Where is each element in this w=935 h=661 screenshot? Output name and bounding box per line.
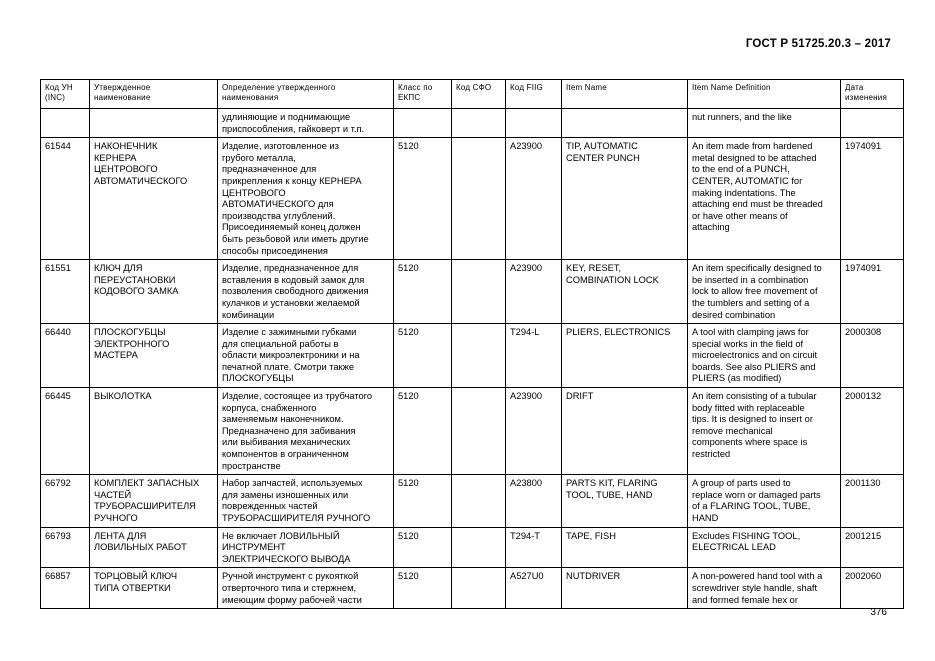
cell-change-date: 2000132 <box>841 388 904 475</box>
cell-item-name: TAPE, FISH <box>562 527 688 568</box>
cell-fiig-code: A23900 <box>506 260 562 324</box>
column-header: Код СФО <box>452 80 506 109</box>
cell-item-name: KEY, RESET, COMBINATION LOCK <box>562 260 688 324</box>
table-row <box>41 475 904 527</box>
cell-item-name: NUTDRIVER <box>562 568 688 609</box>
table-row <box>41 260 904 324</box>
cell-item-name-definition: Excludes FISHING TOOL, ELECTRICAL LEAD <box>688 527 841 568</box>
column-header: Утвержденное наименование <box>90 80 218 109</box>
cell-inc-code: 66445 <box>41 388 90 475</box>
cell-item-name: DRIFT <box>562 388 688 475</box>
cell-ekps-class: 5120 <box>394 324 452 388</box>
cell-ekps-class: 5120 <box>394 475 452 527</box>
cell-sfo-code <box>452 109 506 138</box>
cell-sfo-code <box>452 324 506 388</box>
cell-item-name-definition: A group of parts used to replace worn or damaged parts of a FLARING TOOL, TUBE, HAND <box>688 475 841 527</box>
cell-approved-name: ВЫКОЛОТКА <box>90 388 218 475</box>
cell-approved-name: КОМПЛЕКТ ЗАПАСНЫХ ЧАСТЕЙ ТРУБОРАСШИРИТЕЛЯ РУЧНОГО <box>90 475 218 527</box>
cell-ekps-class: 5120 <box>394 527 452 568</box>
column-header: Item Name <box>562 80 688 109</box>
page-number: 376 <box>870 607 887 618</box>
cell-fiig-code: T294-L <box>506 324 562 388</box>
cell-fiig-code: T294-T <box>506 527 562 568</box>
cell-name-definition: Не включает ЛОВИЛЬНЫЙ ИНСТРУМЕНТ ЭЛЕКТРИЧЕСКОГО ВЫВОДА <box>218 527 394 568</box>
cell-change-date: 2001130 <box>841 475 904 527</box>
column-header: Item Name Definition <box>688 80 841 109</box>
table-row <box>41 109 904 138</box>
table-row <box>41 138 904 260</box>
cell-inc-code: 66440 <box>41 324 90 388</box>
cell-change-date: 1974091 <box>841 138 904 260</box>
cell-approved-name: ПЛОСКОГУБЦЫ ЭЛЕКТРОННОГО МАСТЕРА <box>90 324 218 388</box>
cell-inc-code: 66857 <box>41 568 90 609</box>
cell-change-date: 2000308 <box>841 324 904 388</box>
cell-sfo-code <box>452 527 506 568</box>
column-header: Определение утвержденного наименования <box>218 80 394 109</box>
cell-inc-code: 61551 <box>41 260 90 324</box>
cell-item-name: TIP, AUTOMATIC CENTER PUNCH <box>562 138 688 260</box>
cell-name-definition: Набор запчастей, используемых для замены изношенных или поврежденных частей ТРУБОРАСШИРИТЕЛЯ РУЧНОГО <box>218 475 394 527</box>
cell-sfo-code <box>452 260 506 324</box>
cell-item-name-definition: An item made from hardened metal designed to be attached to the end of a PUNCH, CENTER, AUTOMATIC for making indentations. The attaching end must be threaded or have other means of attaching <box>688 138 841 260</box>
cell-fiig-code: A23900 <box>506 138 562 260</box>
cell-change-date: 2001215 <box>841 527 904 568</box>
cell-inc-code <box>41 109 90 138</box>
cell-name-definition: Изделие с зажимными губками для специальной работы в области микроэлектроники и на печатной плате. Смотри также ПЛОСКОГУБЦЫ <box>218 324 394 388</box>
cell-inc-code: 61544 <box>41 138 90 260</box>
column-header: Дата изменения <box>841 80 904 109</box>
cell-approved-name: КЛЮЧ ДЛЯ ПЕРЕУСТАНОВКИ КОДОВОГО ЗАМКА <box>90 260 218 324</box>
table-header-row <box>41 80 904 109</box>
cell-name-definition: Изделие, состоящее из трубчатого корпуса, снабженного заменяемым наконечником. Предназначено для забивания или выбивания механических компонентов в ограниченном пространстве <box>218 388 394 475</box>
cell-item-name-definition: nut runners, and the like <box>688 109 841 138</box>
cell-item-name-definition: A non-powered hand tool with a screwdriver style handle, shaft and formed female hex or <box>688 568 841 609</box>
cell-sfo-code <box>452 138 506 260</box>
cell-item-name-definition: An item consisting of a tubular body fitted with replaceable tips. It is designed to insert or remove mechanical components where space is restricted <box>688 388 841 475</box>
cell-ekps-class <box>394 109 452 138</box>
cell-fiig-code: A527U0 <box>506 568 562 609</box>
table-row <box>41 527 904 568</box>
cell-sfo-code <box>452 475 506 527</box>
cell-ekps-class: 5120 <box>394 138 452 260</box>
document-standard-header: ГОСТ Р 51725.20.3 – 2017 <box>745 38 891 50</box>
cell-fiig-code: A23900 <box>506 388 562 475</box>
column-header: Код FIIG <box>506 80 562 109</box>
cell-change-date: 1974091 <box>841 260 904 324</box>
classification-table <box>40 79 904 609</box>
cell-inc-code: 66792 <box>41 475 90 527</box>
cell-change-date <box>841 109 904 138</box>
table-row <box>41 324 904 388</box>
cell-name-definition: Изделие, предназначенное для вставления в кодовый замок для позволения свободного движения кулачков и установки желаемой комбинации <box>218 260 394 324</box>
cell-approved-name: ЛЕНТА ДЛЯ ЛОВИЛЬНЫХ РАБОТ <box>90 527 218 568</box>
cell-approved-name: ТОРЦОВЫЙ КЛЮЧ ТИПА ОТВЕРТКИ <box>90 568 218 609</box>
cell-ekps-class: 5120 <box>394 388 452 475</box>
cell-inc-code: 66793 <box>41 527 90 568</box>
column-header: Класс по ЕКПС <box>394 80 452 109</box>
table-body <box>41 109 904 609</box>
cell-item-name: PARTS KIT, FLARING TOOL, TUBE, HAND <box>562 475 688 527</box>
cell-fiig-code <box>506 109 562 138</box>
cell-sfo-code <box>452 388 506 475</box>
cell-name-definition: Ручной инструмент с рукояткой отверточного типа и стержнем, имеющим форму рабочей части <box>218 568 394 609</box>
cell-name-definition: Изделие, изготовленное из грубого металла, предназначенное для прикрепления к концу КЕРНЕРА ЦЕНТРОВОГО АВТОМАТИЧЕСКОГО для производства углублений. Присоединяемый конец должен быть резьбовой или иметь другие способы присоединения <box>218 138 394 260</box>
cell-item-name-definition: A tool with clamping jaws for special works in the field of microelectronics and on circuit boards. See also PLIERS and PLIERS (as modified) <box>688 324 841 388</box>
cell-ekps-class: 5120 <box>394 568 452 609</box>
cell-approved-name <box>90 109 218 138</box>
cell-change-date: 2002060 <box>841 568 904 609</box>
table-row <box>41 568 904 609</box>
cell-ekps-class: 5120 <box>394 260 452 324</box>
cell-item-name <box>562 109 688 138</box>
cell-item-name-definition: An item specifically designed to be inserted in a combination lock to allow free movement of the tumblers and setting of a desired combination <box>688 260 841 324</box>
column-header: Код УН (INC) <box>41 80 90 109</box>
table-row <box>41 388 904 475</box>
cell-item-name: PLIERS, ELECTRONICS <box>562 324 688 388</box>
cell-sfo-code <box>452 568 506 609</box>
cell-name-definition: удлиняющие и поднимающие приспособления, гайковерт и т.п. <box>218 109 394 138</box>
cell-fiig-code: A23800 <box>506 475 562 527</box>
cell-approved-name: НАКОНЕЧНИК КЕРНЕРА ЦЕНТРОВОГО АВТОМАТИЧЕСКОГО <box>90 138 218 260</box>
